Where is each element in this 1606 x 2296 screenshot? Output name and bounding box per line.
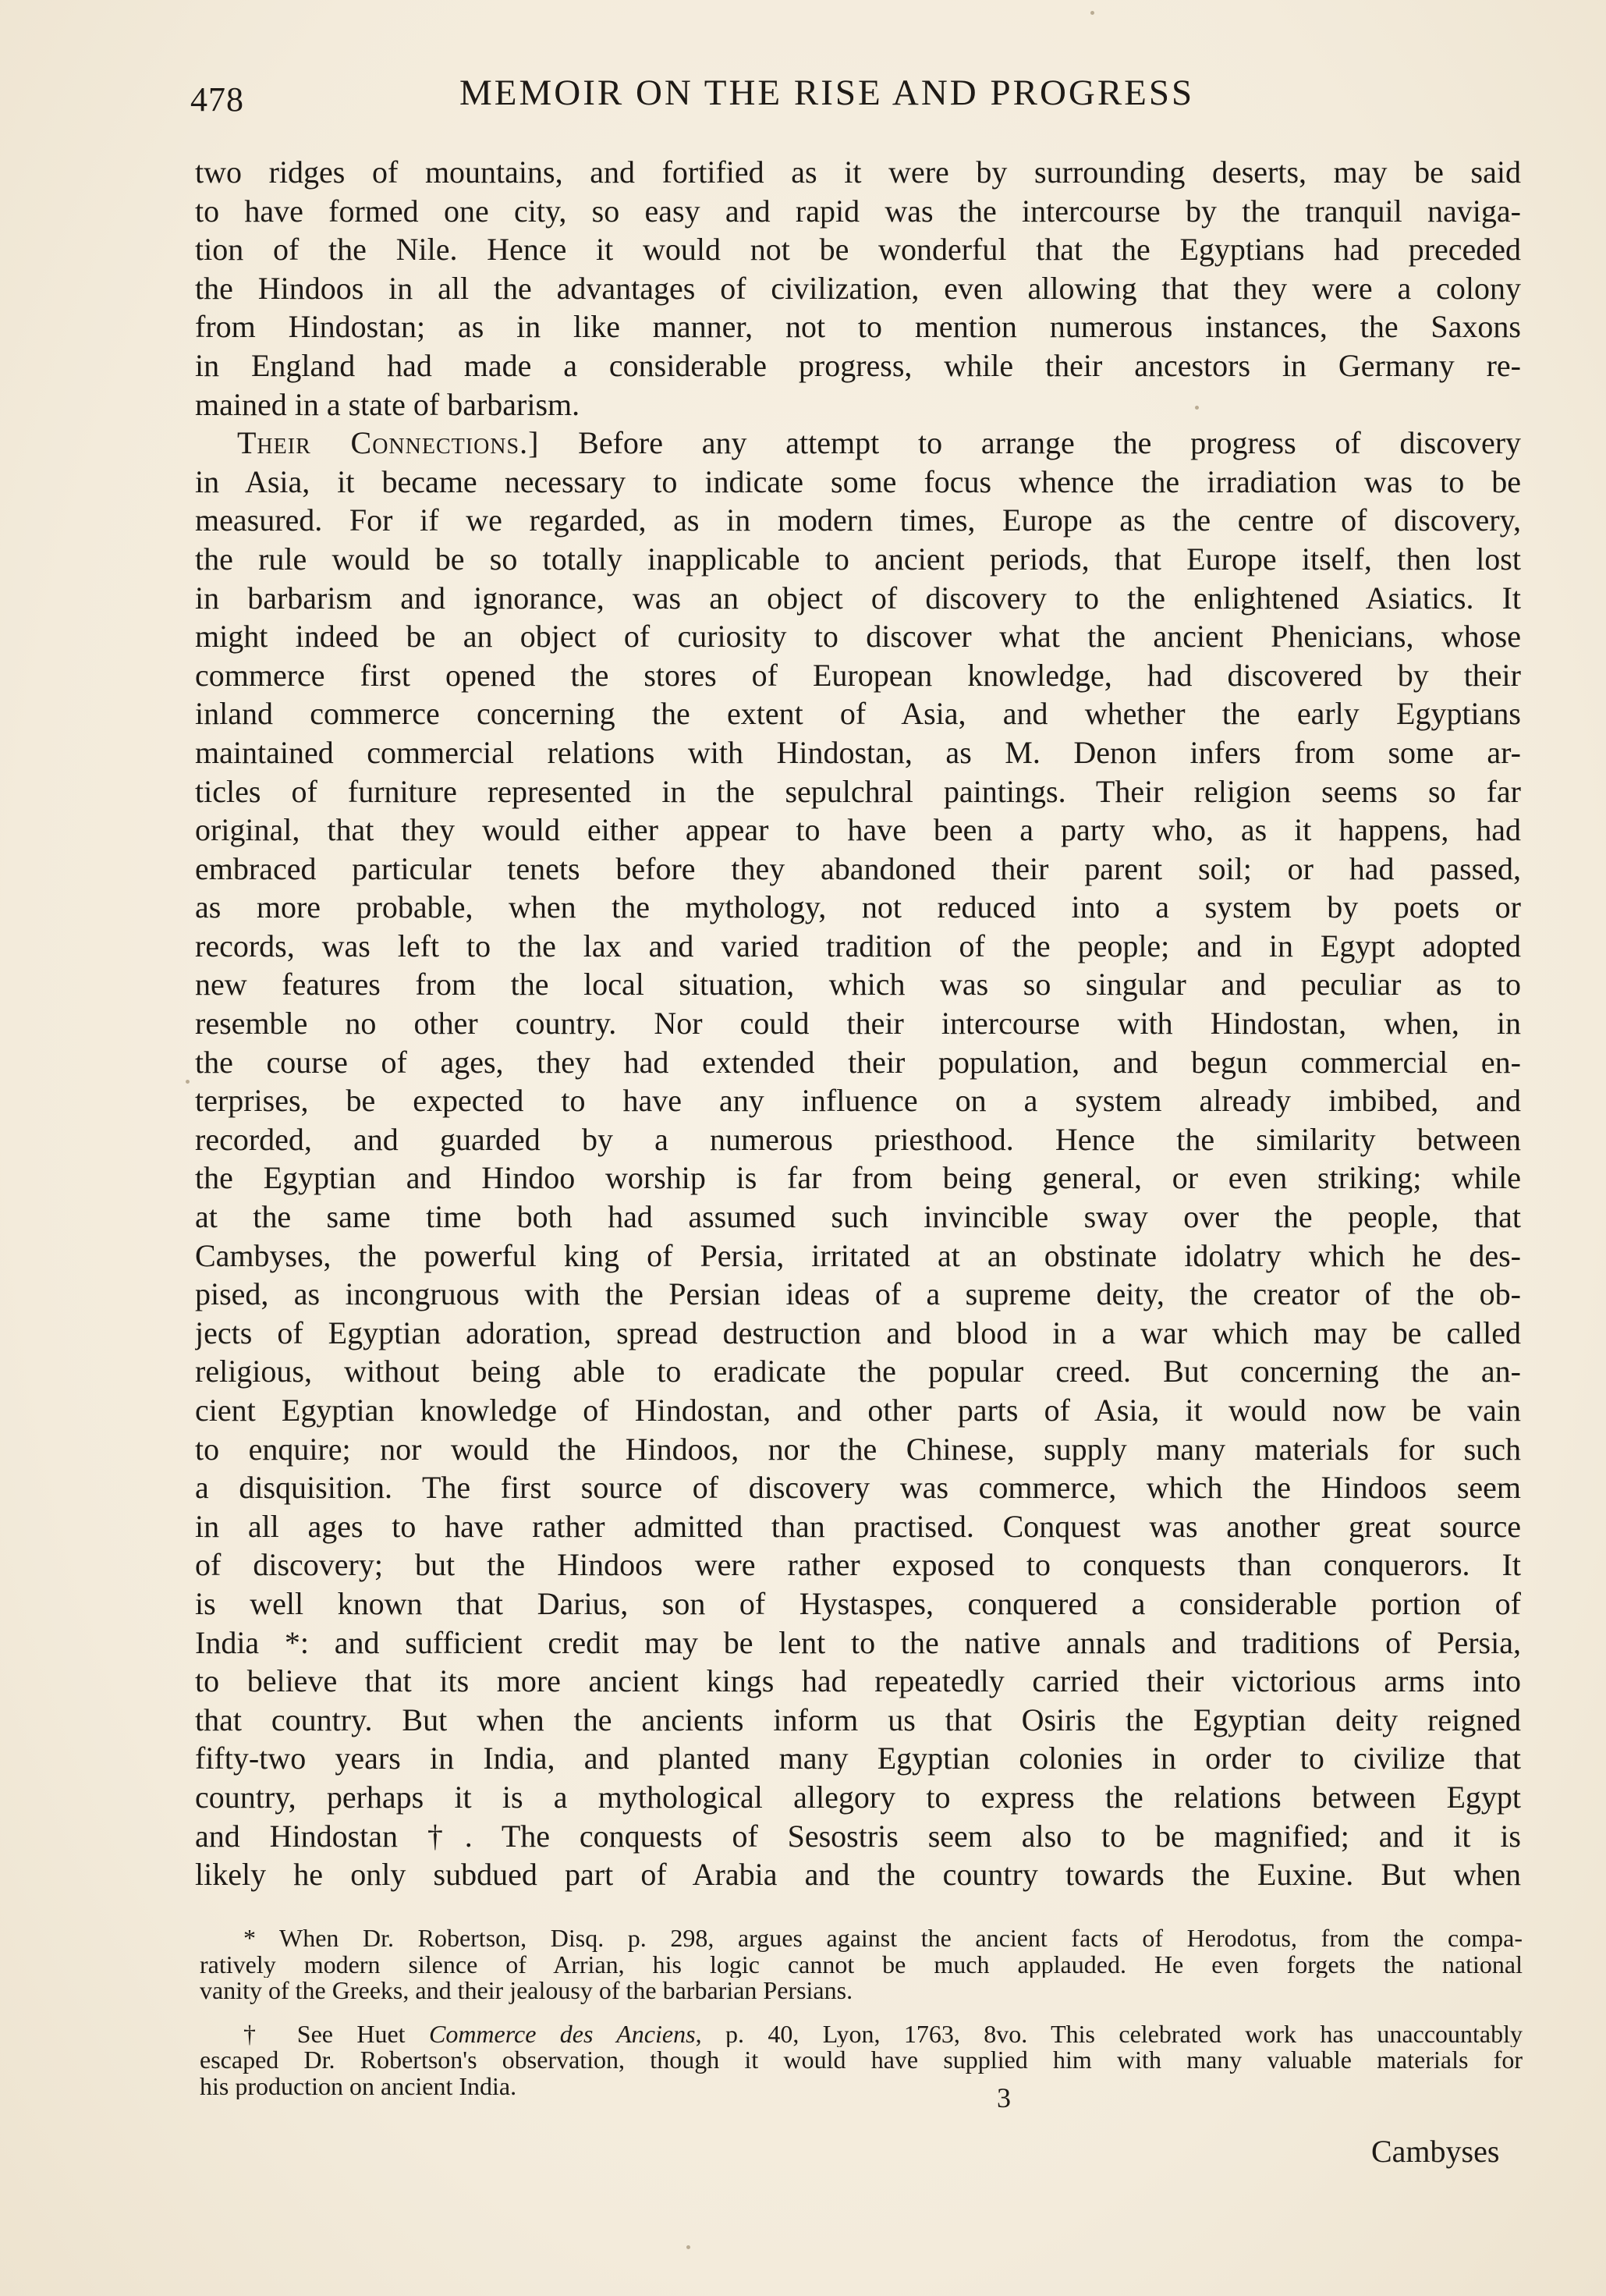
catchword: Cambyses — [1371, 2134, 1500, 2169]
text-line: to have formed one city, so easy and rapid was the intercourse by the tranquil naviga- — [195, 193, 1521, 229]
text-line: commerce first opened the stores of European knowledge, had discovered by their — [195, 657, 1521, 693]
cited-title: Commerce des Anciens — [428, 2021, 696, 2047]
text-line: recorded, and guarded by a numerous priesthood. Hence the similarity between — [195, 1121, 1521, 1157]
text-line: in all ages to have rather admitted than practised. Conquest was another great source — [195, 1508, 1521, 1544]
running-title: MEMOIR ON THE RISE AND PROGRESS — [459, 73, 1195, 113]
text-line: the rule would be so totally inapplicable to ancient periods, that Europe itself, then lost — [195, 541, 1521, 577]
page-number: 478 — [190, 80, 244, 119]
text-line: fifty-two years in India, and planted many Egyptian colonies in order to civilize that — [195, 1741, 1521, 1776]
text-line: records, was left to the lax and varied tradition of the people; and in Egypt adopted — [195, 928, 1521, 963]
text-line: measured. For if we regarded, as in modern times, Europe as the centre of discovery, — [195, 502, 1521, 538]
side-heading: Their Connections.] — [237, 425, 540, 461]
page-header — [190, 69, 1524, 123]
text-line: the Egyptian and Hindoo worship is far from being general, or even striking; while — [195, 1160, 1521, 1196]
footnote-line: ratively modern silence of Arrian, his logic cannot be much applauded. He even forgets the national — [200, 1951, 1523, 1978]
text-fragment: , p. 40, Lyon, 1763, 8vo. This celebrated work has unaccountably — [695, 2021, 1523, 2047]
text-line: terprises, be expected to have any influence on a system already imbibed, and — [195, 1083, 1521, 1119]
text-line: a disquisition. The first source of discovery was commerce, which the Hindoos seem — [195, 1470, 1521, 1506]
text-line: India *: and sufficient credit may be lent to the native annals and traditions of Persia, — [195, 1624, 1521, 1660]
text-line: maintained commercial relations with Hindostan, as M. Denon infers from some ar- — [195, 734, 1521, 770]
text-line: religious, without being able to eradicate the popular creed. But concerning the an- — [195, 1354, 1521, 1389]
text-line: jects of Egyptian adoration, spread destruction and blood in a war which may be called — [195, 1315, 1521, 1350]
text-line: of discovery; but the Hindoos were rather exposed to conquests than conquerors. It — [195, 1547, 1521, 1583]
footnote-line: escaped Dr. Robertson's observation, though it would have supplied him with many valuable materials for — [200, 2047, 1523, 2074]
text-line: cient Egyptian knowledge of Hindostan, and other parts of Asia, it would now be vain — [195, 1393, 1521, 1428]
text-line: tion of the Nile. Hence it would not be wonderful that the Egyptians had preceded — [195, 232, 1521, 268]
text-line: in barbarism and ignorance, was an object of discovery to the enlightened Asiatics. It — [195, 580, 1521, 616]
footnote-2 — [200, 2021, 1523, 2100]
text-line: in England had made a considerable progress, while their ancestors in Germany re- — [195, 347, 1521, 383]
paper-speck — [186, 1080, 190, 1084]
text-line: Cambyses, the powerful king of Persia, irritated at an obstinate idolatry which he des- — [195, 1237, 1521, 1273]
text-line: to enquire; nor would the Hindoos, nor the Chinese, supply many materials for such — [195, 1431, 1521, 1467]
text-line: to believe that its more ancient kings had repeatedly carried their victorious arms into — [195, 1663, 1521, 1699]
paragraph-1 — [195, 153, 1521, 424]
text-line: embraced particular tenets before they abandoned their parent soil; or had passed, — [195, 850, 1521, 886]
footnote-line: * When Dr. Robertson, Disq. p. 298, argues against the ancient facts of Herodotus, from the compa- — [243, 1925, 1523, 1952]
text-line: as more probable, when the mythology, not reduced into a system by poets or — [195, 889, 1521, 925]
text-fragment: † See Huet — [243, 2021, 429, 2047]
paragraph-2 — [195, 424, 1521, 1932]
footnote-line: his production on ancient India. — [200, 2073, 517, 2099]
text-line: country, perhaps it is a mythological allegory to express the relations between Egypt — [195, 1779, 1521, 1815]
footnote-1 — [200, 1925, 1523, 2004]
text-line: original, that they would either appear to have been a party who, as it happens, had — [195, 812, 1521, 848]
footnotes — [200, 1925, 1523, 2099]
text-line: the Hindoos in all the advantages of civilization, even allowing that they were a colony — [195, 270, 1521, 306]
text-line: likely he only subdued part of Arabia and the country towards the Euxine. But when — [195, 1857, 1521, 1893]
footnote-line: vanity of the Greeks, and their jealousy of the barbarian Persians. — [200, 1978, 853, 2004]
paragraph-2-first-line — [195, 424, 1521, 463]
text-fragment: Before any attempt to arrange the progress of discovery — [578, 425, 1521, 461]
text-line: ticles of furniture represented in the sepulchral paintings. Their religion seems so far — [195, 773, 1521, 809]
text-line: and Hindostan †. The conquests of Sesostris seem also to be magnified; and it is — [195, 1818, 1521, 1854]
text-line: inland commerce concerning the extent of Asia, and whether the early Egyptians — [195, 696, 1521, 732]
text-line: new features from the local situation, which was so singular and peculiar as to — [195, 967, 1521, 1003]
text-line: is well known that Darius, son of Hystaspes, conquered a considerable portion of — [195, 1585, 1521, 1621]
paper-speck — [1090, 11, 1094, 15]
footnote-gap — [200, 2004, 1523, 2021]
signature-mark: 3 — [997, 2082, 1011, 2113]
text-line: that country. But when the ancients inform us that Osiris the Egyptian deity reigned — [195, 1702, 1521, 1737]
paper-speck — [1195, 406, 1199, 410]
text-line: from Hindostan; as in like manner, not to mention numerous instances, the Saxons — [195, 309, 1521, 345]
text-line: at the same time both had assumed such invincible sway over the people, that — [195, 1199, 1521, 1235]
footnote-2-first-line — [200, 2021, 1523, 2048]
text-line: in Asia, it became necessary to indicate some focus whence the irradiation was to be — [195, 463, 1521, 499]
text-line: two ridges of mountains, and fortified as it were by surrounding deserts, may be said — [195, 154, 1521, 190]
paper-speck — [686, 2245, 690, 2249]
text-line: pised, as incongruous with the Persian ideas of a supreme deity, the creator of the ob- — [195, 1276, 1521, 1312]
text-line: the course of ages, they had extended their population, and begun commercial en- — [195, 1044, 1521, 1080]
text-line: might indeed be an object of curiosity to discover what the ancient Phenicians, whose — [195, 619, 1521, 655]
body-text — [195, 153, 1521, 1932]
text-line: mained in a state of barbarism. — [195, 386, 580, 422]
text-line: resemble no other country. Nor could their intercourse with Hindostan, when, in — [195, 1006, 1521, 1042]
